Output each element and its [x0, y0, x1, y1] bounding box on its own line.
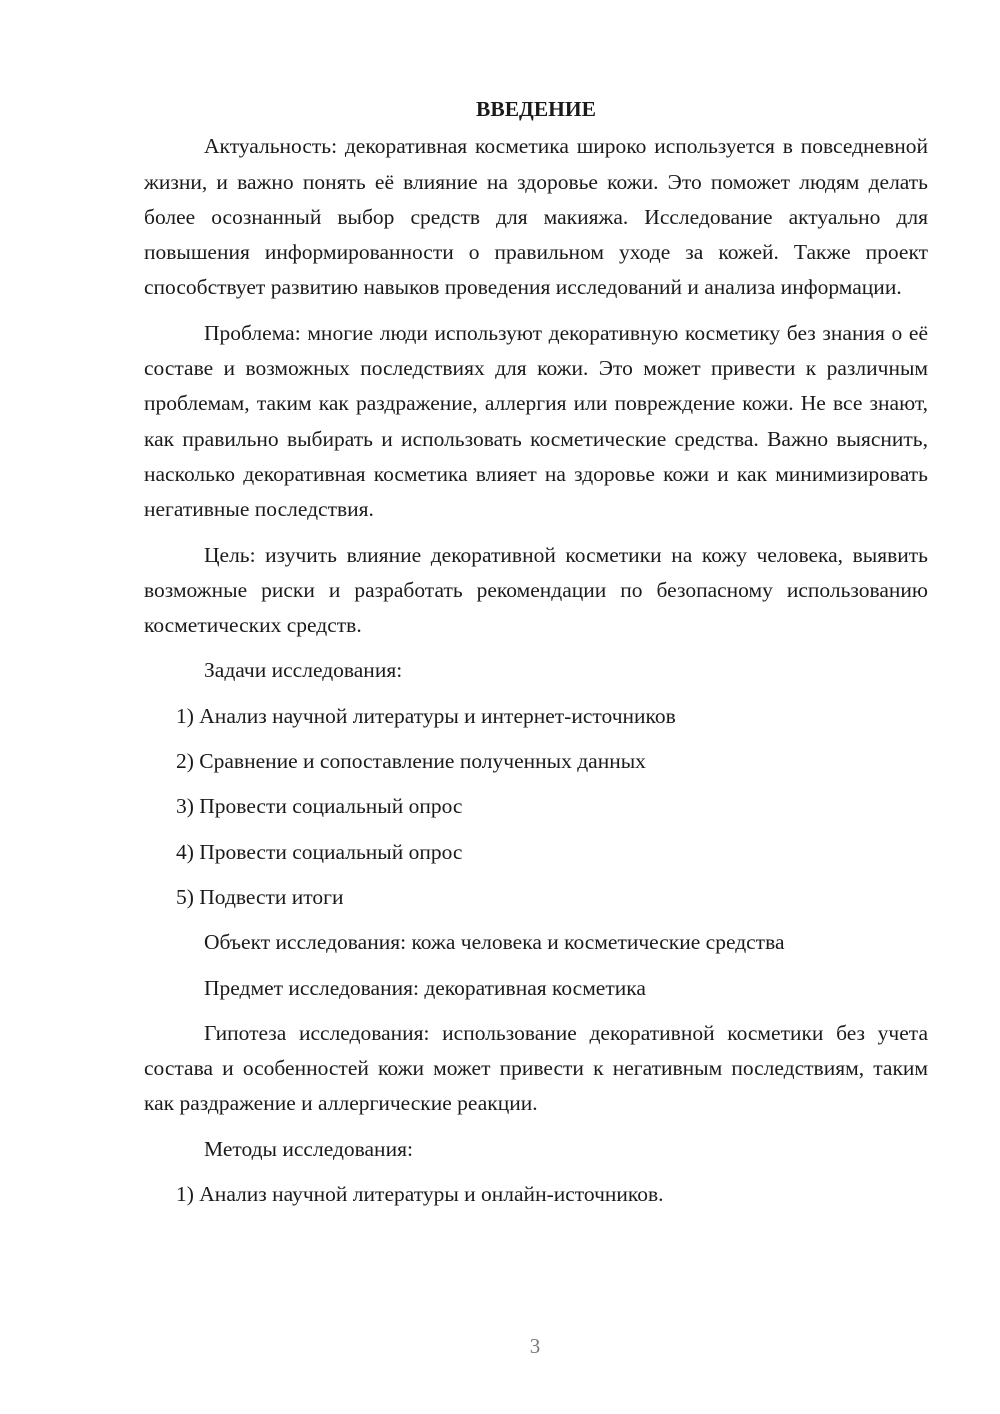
task-item: 2) Сравнение и сопоставление полученных данных	[176, 749, 646, 774]
task-item: 5) Подвести итоги	[176, 884, 344, 909]
relevance-paragraph: Актуальность: декоративная косметика широко используется в повседневной жизни, и важно понять её влияние на здоровье кожи. Это поможет людям делать более осознанный выбор средств для макияжа. Исследование актуально для повышения информированности о правильном уходе за кожей. Также проект способствует развитию навыков проведения исследований и анализа информации.	[144, 134, 928, 300]
tasks-heading: Задачи исследования:	[204, 658, 403, 683]
document-page	[144, 92, 928, 1222]
task-item: 3) Провести социальный опрос	[176, 794, 463, 819]
hypothesis-paragraph: Гипотеза исследования: использование декоративной косметики без учета состава и особенностей кожи может привести к негативным последствиям, таким как раздражение и аллергические реакции.	[144, 1020, 928, 1116]
method-item: 1) Анализ научной литературы и онлайн-источников.	[176, 1182, 664, 1207]
section-title: ВВЕДЕНИЕ	[476, 97, 596, 121]
methods-heading: Методы исследования:	[204, 1136, 413, 1161]
page-number: 3	[529, 1334, 541, 1358]
task-item: 4) Провести социальный опрос	[176, 839, 463, 864]
goal-paragraph: Цель: изучить влияние декоративной косметики на кожу человека, выявить возможные риски и разработать рекомендации по безопасному использованию косметических средств.	[144, 542, 928, 638]
task-item: 1) Анализ научной литературы и интернет-источников	[176, 703, 676, 728]
problem-paragraph: Проблема: многие люди используют декоративную косметику без знания о её составе и возможных последствиях для кожи. Это может привести к различным проблемам, таким как раздражение, аллергия или повреждение кожи. Не все знают, как правильно выбирать и использовать косметические средства. Важно выяснить, насколько декоративная косметика влияет на здоровье кожи и как минимизировать негативные последствия.	[144, 320, 928, 522]
research-object: Объект исследования: кожа человека и косметические средства	[204, 930, 785, 955]
research-subject: Предмет исследования: декоративная косметика	[204, 975, 646, 1000]
